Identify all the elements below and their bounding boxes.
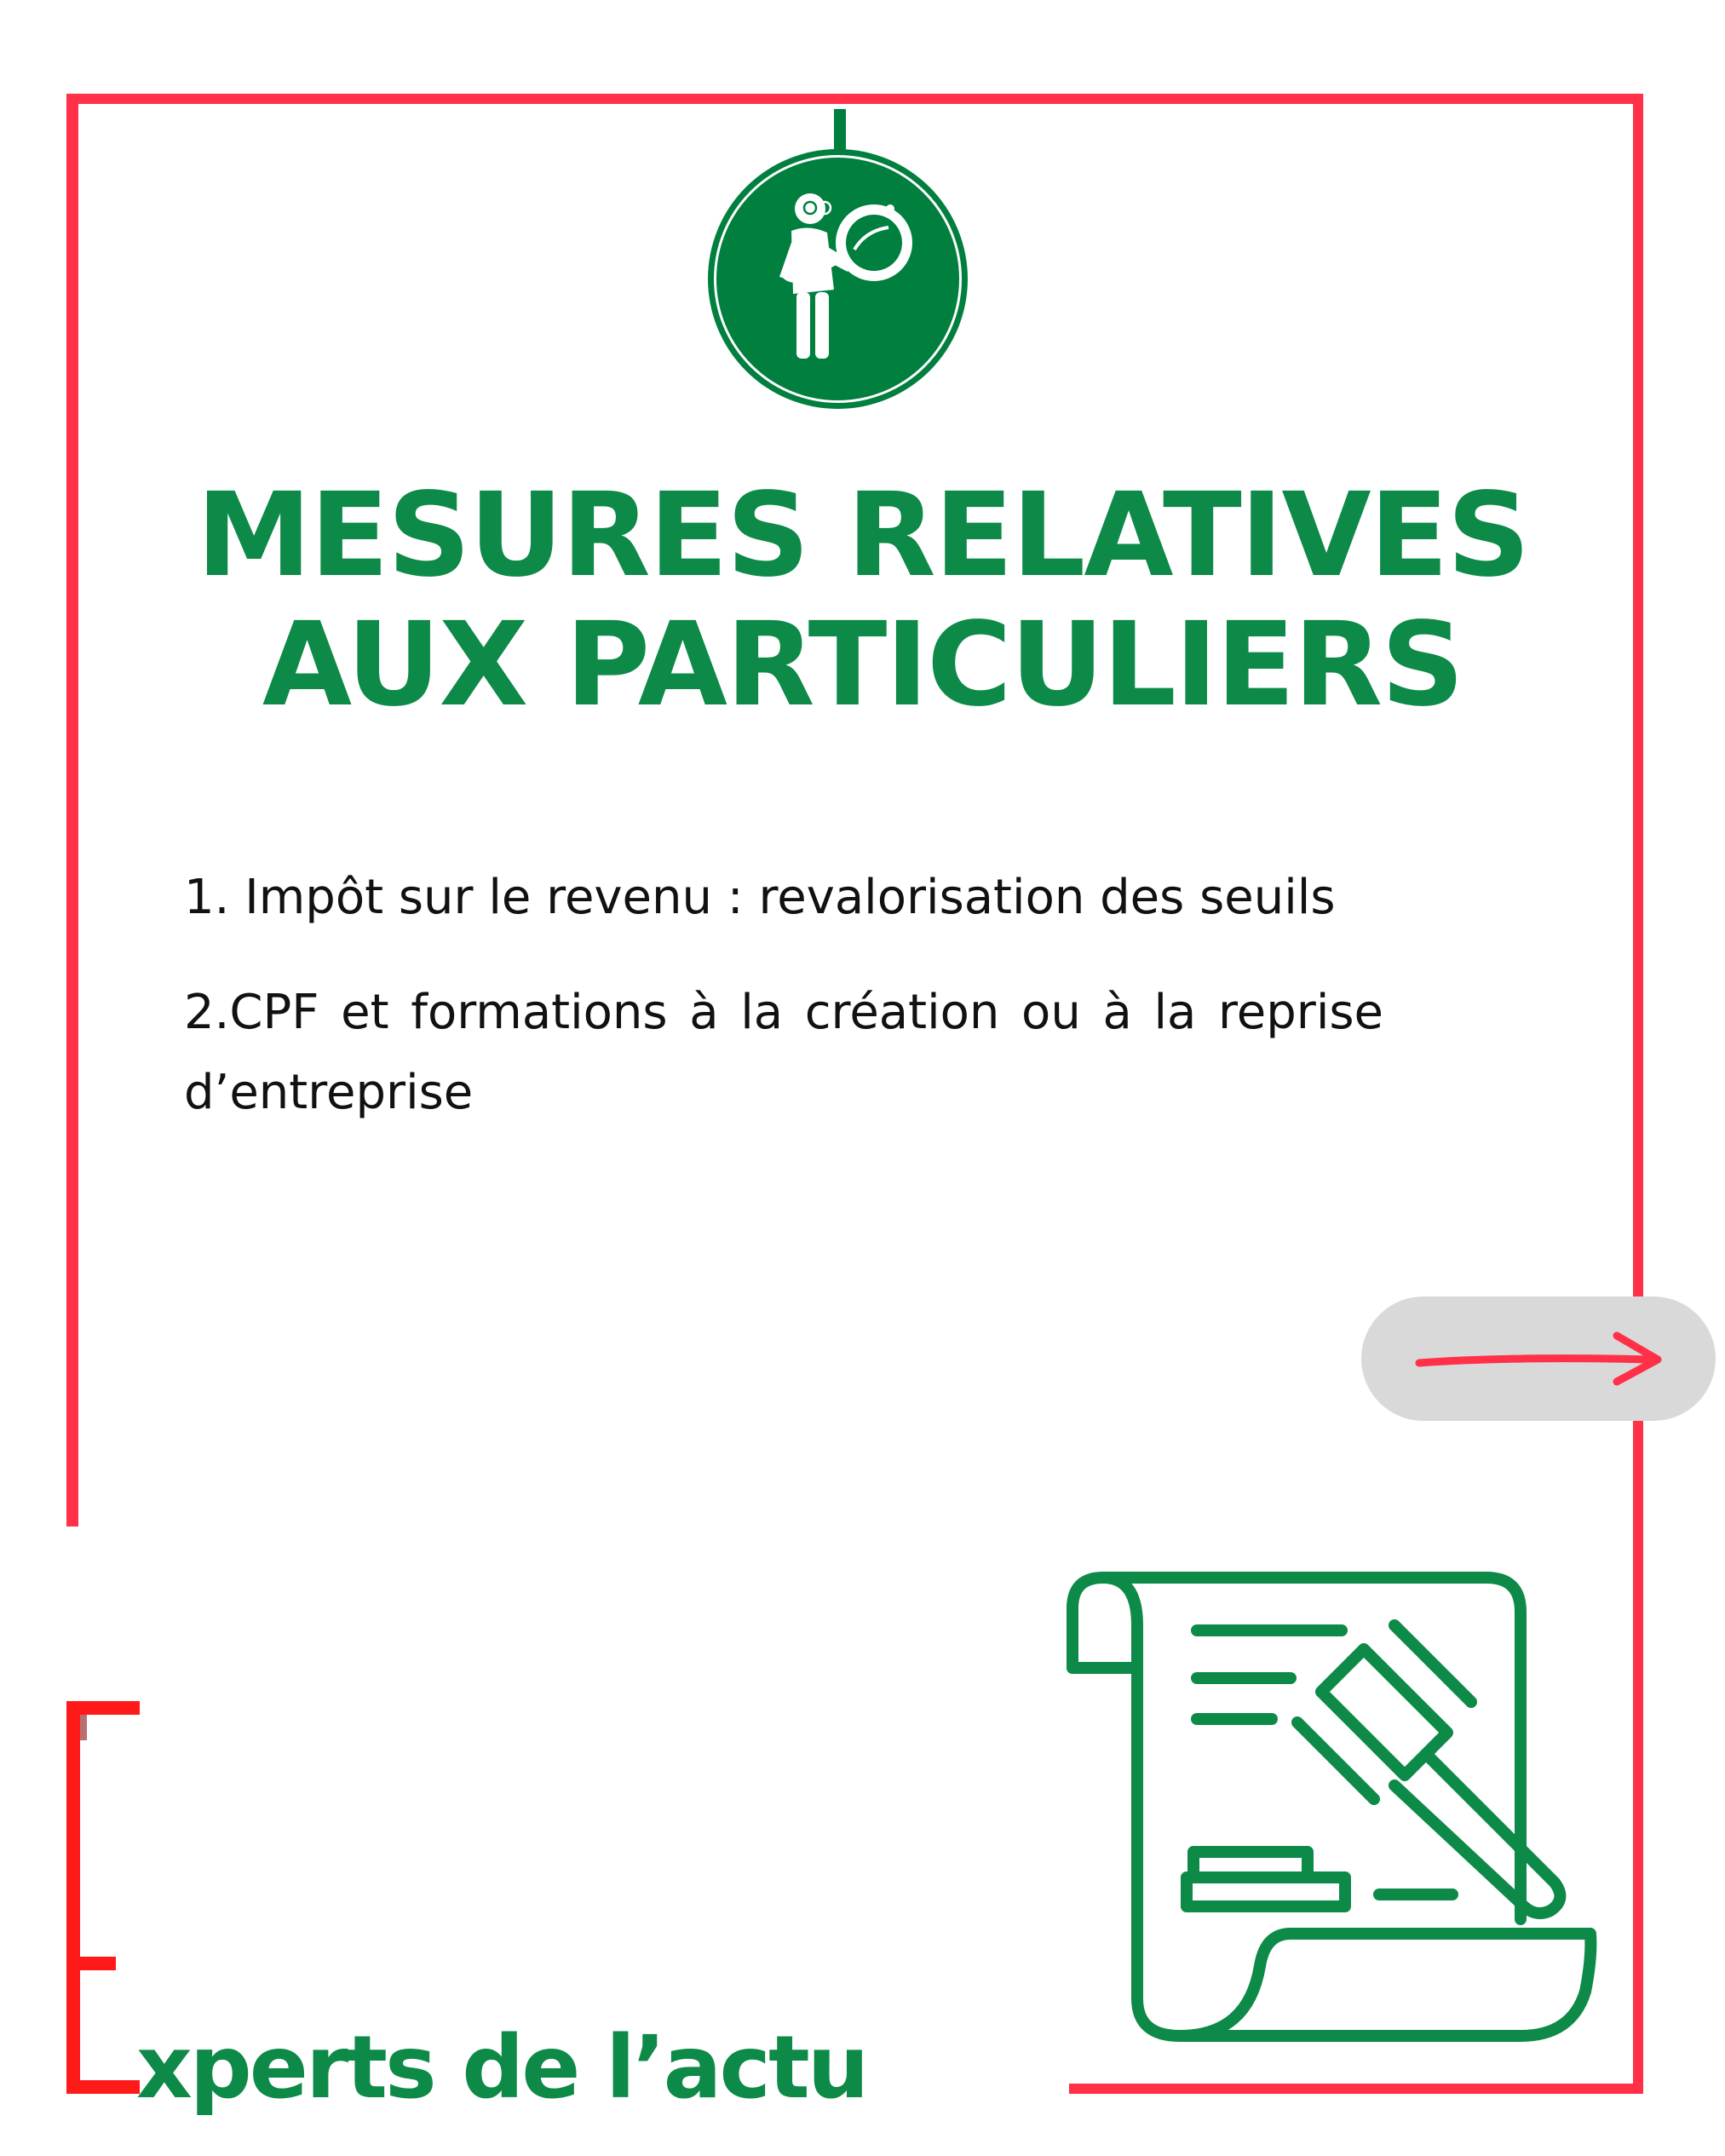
frame-top-line bbox=[66, 94, 1642, 104]
next-button[interactable] bbox=[1361, 1296, 1716, 1421]
title-line-2: AUX PARTICULIERS bbox=[262, 598, 1463, 733]
list-item: 1. Impôt sur le revenu : revalorisation des seuils bbox=[184, 870, 1336, 925]
bracket-e-icon bbox=[66, 1701, 143, 2094]
page-title bbox=[0, 469, 1725, 733]
arrow-right-icon bbox=[1361, 1296, 1716, 1421]
badge-stem bbox=[834, 109, 846, 150]
law-scroll-gavel-icon bbox=[1061, 1566, 1610, 2051]
frame-left-line bbox=[66, 94, 78, 1526]
list-item: 2.CPF et formations à la création ou à la reprise d’entreprise bbox=[184, 985, 1383, 1120]
frame-bottom-line bbox=[1069, 2084, 1643, 2094]
brand-name: xperts de l’actu bbox=[136, 2017, 867, 2119]
title-line-1: MESURES RELATIVES bbox=[196, 469, 1529, 603]
frame-right-line bbox=[1633, 94, 1643, 2092]
person-magnifier-icon bbox=[708, 149, 968, 409]
